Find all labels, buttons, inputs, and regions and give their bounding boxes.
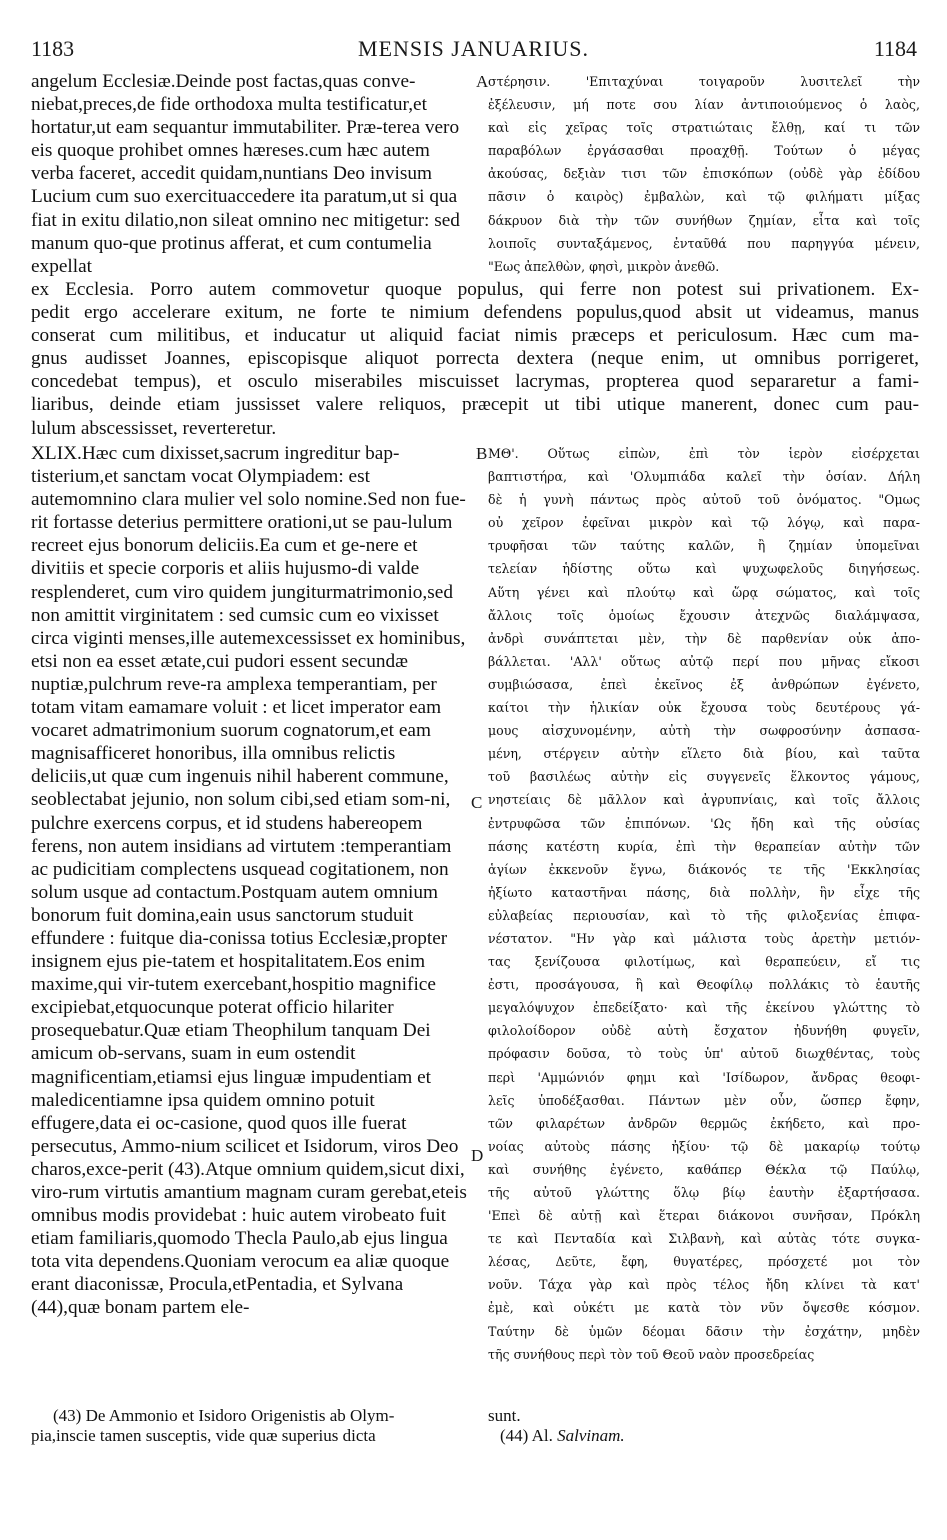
greek-line: τῆς συνήθους περὶ τὸν τοῦ Θεοῦ ναὸν προσεδρείας — [488, 1346, 815, 1362]
greek-line: ἠξίωτο καταστῆναι πάσης, διὰ πολλὴν, ἣν εἶχε τῆς — [488, 884, 920, 900]
greek-column-main — [488, 442, 920, 1366]
latin-line: perit (43).Atque omnium quidem,sicut dixi, viro- — [31, 1158, 465, 1203]
greek-line: φιλολοίδορον οὐδὲ αὐτὴ ἔσχατον ἠδυνήθη φυγεῖν, — [488, 1023, 920, 1039]
latin-line: tisterium,et sanctam vocat Olympiadem: est autem — [31, 466, 370, 511]
greek-line: καὶ συνήθης ἐγένετο, καθάπερ Θέκλα τῷ Παύλῳ, — [488, 1161, 920, 1177]
latin-line: Pentadia, et Sylvana (44),quæ bonam partem ele- — [31, 1274, 404, 1319]
latin-line: casione, quod quos ille fuerat persecutus, Ammo- — [31, 1112, 407, 1157]
greek-line: ΜΘ'. Οὕτως εἰπὼν, ἐπὶ τὸν ἱερὸν εἰσέρχεται — [488, 446, 920, 461]
greek-line: παραβόλων ἐργάσασθαι προαχθῇ. Τούτων ὁ μέγας — [488, 143, 920, 159]
greek-line: μένη, στέργειν αὐτὴν εἵλετο διὰ βίου, καὶ ταῦτα — [488, 746, 920, 762]
greek-line: πᾶσιν ὁ καιρὸς) ἐμβαλὼν, καὶ τῷ φιλήματι μίξας — [488, 189, 920, 205]
footnote-right — [488, 1406, 918, 1446]
latin-line: accedere ita paratum,ut si qua fiat in exitu dilatio, — [31, 186, 458, 231]
latin-line: matrimonio,sed non amittit virginitatem : sed cum — [31, 581, 453, 626]
latin-line: nium scilicet et Isidorum, viros Deo charos,exce- — [31, 1135, 459, 1180]
greek-line: μεγαλόψυχον ἐπεδείξατο· καὶ τῆς ἐκείνου γλώττης τὸ — [488, 1000, 920, 1016]
greek-line: λεῖς ὑποδέξασθαι. Πάντων μὲν οὖν, ὥσπερ ἔφην, — [488, 1092, 920, 1108]
greek-line: ἀνδρὶ συνάπτεται μὲν, τὴν δὲ παρθενίαν οὐκ ἀπο- — [488, 630, 920, 646]
greek-line: λέσας, Δεῦτε, ἔφη, θυγατέρες, πρόσχετέ μοι τὸν — [488, 1254, 920, 1270]
latin-line: afficeret honoribus, illa omnibus relictis deliciis, — [31, 743, 396, 788]
footnote-44 — [488, 1426, 918, 1446]
latin-line: oblectabat jejunio, non solum cibi,sed etiam som- — [47, 789, 431, 811]
greek-line: βαπτιστήρα, καὶ 'Ολυμπιάδα καλεῖ τὴν ὁσίαν. Δήλη — [488, 469, 920, 485]
greek-line: τῶν φιλαρέτων ἀνδρῶν θερμῶς ἐκήδετο, καὶ προ- — [488, 1115, 920, 1131]
greek-line: τοῦ βασιλέως αὐτὴν εἰς συγγενεῖς ἕλκοντος γάμους, — [488, 769, 920, 785]
latin-line: matrimonium suorum cognatorum,et eam magnis — [31, 720, 431, 765]
greek-column-top — [488, 70, 920, 278]
greek-line: ἐμὲ, καὶ οὐκέτι με κατὰ τὸν νῦν ὄψεσθε κόσμον. — [488, 1300, 920, 1316]
latin-line: XLIX.Hæc cum dixisset,sacrum ingreditur bap- — [31, 443, 400, 464]
latin-line: ut quæ cum ingenuis nihil haberent commune, se — [31, 766, 449, 811]
latin-line: conissa totius Ecclesiæ,propter insignem ejus pie- — [31, 927, 448, 973]
latin-full-line: concedebat tempus), et osculo miserabiles miscuisset lacrymas, propterea quod separaretur a fami- — [31, 371, 919, 393]
greek-line: τρυφῆσαι τῶν ταύτης καλῶν, ἢ ζημίαν ὑπομεῖναι — [488, 538, 920, 554]
greek-line: ἐξέλευσιν, μή ποτε σου λίαν ἀντιποιούμενος ὁ λαὸς, — [488, 97, 920, 113]
latin-column-top — [31, 70, 473, 278]
latin-line: opem ferens, non autem insidians ad virtutem : — [31, 812, 423, 857]
greek-line: νέστατον. "Ην γὰρ καὶ μάλιστα τοὺς ἀρετὴν μετιόν- — [488, 930, 920, 946]
greek-line: βάλλεται. 'Αλλ' οὕτως αὐτῷ περί που μῆνας εἴκοσι — [488, 653, 920, 669]
column-number-left: 1183 — [31, 36, 75, 61]
greek-line: δάκρυον διὰ τὴν τῶν συνήθων ζημίαν, εἶτα καὶ τοῖς — [488, 212, 920, 228]
latin-line: terea vero eis quoque prohibet omnes hæreses. — [31, 117, 460, 162]
latin-line: niebat,preces,de fide orthodoxa multa testificatur, — [31, 94, 414, 116]
greek-line: ἐντρυφῶσα τῶν ἐπιπόνων. 'Ως ἤδη καὶ τῆς οὐσίας — [488, 815, 920, 831]
latin-line: Postquam autem omnium bonorum fuit domina,ea — [31, 881, 439, 926]
greek-line: Αὕτη γένει καὶ πλούτῳ καὶ ὥρᾳ σώματος, καὶ τοῖς — [488, 584, 920, 600]
latin-full-line: liaribus, deinde etiam jussisset valere reliquos, præcepit ut tibi utique manerent, donec cum pau- — [31, 394, 919, 416]
latin-line: beato fuit etiam familiaris,quomodo Thecla Paulo, — [31, 1205, 447, 1250]
greek-line: ἐστι, προσάγουσα, ἢ καὶ Θεοφίλῳ πολλάκις τὸ ἑαυτῆς — [488, 977, 920, 993]
greek-line: πάσης κατέστη κυρία, ἐπὶ τὴν θεραπείαν αὐτὴν τῶν — [488, 838, 920, 854]
latin-column-main — [31, 442, 473, 1320]
latin-line: etiamsi ejus linguæ impudentiam et maledicentiam — [31, 1066, 432, 1111]
greek-line: "Εως ἀπελθὼν, φησὶ, μικρὸν ἀνεθῶ. — [488, 258, 720, 274]
latin-line: nuntians Deo invisum Lucium cum suo exercitu — [31, 163, 433, 208]
latin-line: eis omnibus modis providebat : huic autem viro — [31, 1182, 467, 1227]
margin-marker-d: D — [471, 1146, 484, 1165]
footnote-44-prefix: (44) Al. — [500, 1426, 553, 1445]
latin-line: non sileat omnino nec mitigetur: sed manum quo- — [31, 209, 460, 254]
latin-line: tatem et hospitalitatem.Eos enim maxime,qui vir- — [31, 951, 426, 996]
greek-line: οὐ χεῖρον ἐφεῖναι μικρὸν καὶ τῷ λόγῳ, καὶ παρα- — [488, 515, 920, 531]
latin-line: quocunque poterat officio hilariter prosequebatur. — [31, 997, 394, 1042]
latin-line: angelum Ecclesiæ.Deinde post factas,quas conve- — [31, 71, 416, 92]
latin-full-line: gnus audisset Joannes, episcopisque aliquot porrecta dextera (neque enim, ut omnibus porrigeret, — [31, 348, 919, 370]
greek-line: τῆς αὐτοῦ γλώττης ὅλῳ βίῳ ἑαυτὴν ἐξαρτήσασα. — [488, 1185, 920, 1200]
greek-line: συμβιώσασα, ἐπεὶ ἐκεῖνος ἐξ ἀνθρώπων ἐγένετο, — [488, 676, 920, 692]
greek-line: τελείαν ἡδίστης οὕτω καὶ ψυχωφελοῦς διηγήσεως. — [488, 561, 920, 577]
footnote-left-line: (43) De Ammonio et Isidoro Origenistis ab Olym- — [53, 1406, 395, 1425]
latin-line: ra amplexa temperantiam, per totam vitam eam — [31, 673, 437, 719]
latin-line: cum hæc autem verba faceret, accedit quidam, — [31, 140, 430, 185]
margin-marker-b: B — [476, 444, 488, 463]
greek-line: Ταύτην δὲ ὑμῶν δέομαι δᾶσιν τὴν ἐσχάτην, μηδὲν — [488, 1323, 920, 1339]
greek-line: νοίας αὐτοὺς πάσης ἠξίου· τῷ δὲ μακαρίῳ τούτῳ — [488, 1138, 920, 1154]
latin-line: que protinus afferat, et cum contumelia expellat — [31, 232, 432, 277]
latin-line: ne ipsa quidem omnino potuit effugere,data ei oc- — [31, 1089, 375, 1134]
latin-line: nere et divitiis et specie corporis et aliis hujusmo- — [31, 535, 418, 580]
latin-line: lulum recreet ejus bonorum deliciis.Ea cum et ge- — [31, 512, 453, 557]
running-title: MENSIS JANUARIUS. — [358, 36, 589, 61]
greek-line: τας ξενίζουσα φιλοτίμως, καὶ θεραπεύειν, εἴ τις — [488, 954, 920, 970]
greek-line: στέρησιν. 'Επιταχύναι τοιγαροῦν λυσιτελεῖ τὴν — [488, 74, 920, 89]
latin-line: temperantiam ac pudicitiam complectens usque — [31, 835, 452, 880]
latin-full-width-paragraph — [31, 278, 919, 440]
latin-line: omnino clara mulier vel solo nomine.Sed non fue- — [78, 489, 466, 511]
greek-line: περὶ 'Αμμώνιόν φημι καὶ 'Ισίδωρον, ἄνδρας θεοφι- — [488, 1069, 920, 1085]
greek-line: τε καὶ Πενταδία καὶ Σιλβανὴ, καὶ αὐτὰς τότε συγκα- — [488, 1231, 920, 1247]
latin-full-line: ex Ecclesia. Porro autem commovetur quoque populus, qui ferre non potest sui privationem. Ex- — [31, 279, 919, 300]
column-number-right: 1184 — [873, 36, 917, 61]
greek-line: μους αἰσχυνομένην, αὐτὴ τὴν σωφροσύνην ἀσπασα- — [488, 723, 920, 739]
latin-line: excessisset ex hominibus, etsi non ea esset ætate, — [31, 627, 466, 672]
latin-full-line: pedit ergo accelerare exitum, ne forte te nimium defendens populus,quod absit ut videamus, manus — [31, 302, 919, 324]
latin-line: tutem exercebant,hospitio magnifice excipiebat,et — [31, 974, 436, 1019]
greek-line: νηστείαις δὲ μᾶλλον καὶ ἀγρυπνίαις, καὶ τοῖς ἄλλοις — [488, 792, 920, 808]
latin-line: cui pudori essent secundæ nuptiæ,pulchrum reve- — [31, 650, 408, 695]
latin-line: sic cum eo vixisset circa viginti menses,ille autem — [31, 604, 439, 649]
latin-line: servans, suam in eum ostendit magnificentiam, — [31, 1043, 356, 1088]
greek-line: νοῦν. Τάχα γὰρ καὶ πρὸς τέλος ἤδη κλίνει τὰ κατ' — [488, 1277, 920, 1293]
greek-line: λοιποῖς συνταξάμενος, ἐνταῦθά που παρηγγύα μένειν, — [488, 235, 920, 251]
greek-line: καὶ εἰς χεῖρας τοῖς στρατιώταις ἔλθῃ, καί τι τῶν — [488, 120, 920, 136]
latin-line: amare voluit : et licet imperator eam vocaret ad — [31, 697, 442, 742]
latin-line: rum virtutis amantium magnam curam gerebat,et — [68, 1182, 446, 1203]
latin-line: et hortatur,ut eam sequantur immutabiliter. Præ- — [31, 94, 427, 139]
greek-line: ἄλλοις τοῖς ὁμοίως ἔχουσιν ἀτεχνῶς διαλάμψασα, — [488, 607, 920, 623]
footnote-continuation: sunt. — [488, 1406, 521, 1425]
margin-marker-c: C — [471, 793, 483, 812]
latin-line: ad cogitationem, non solum usque ad contactum. — [31, 858, 449, 903]
footnote-left — [31, 1406, 471, 1446]
latin-line: rit fortasse deterius permittere orationi,ut se pau- — [31, 512, 408, 534]
latin-line: di valde resplenderet, cum viro quidem jungitur — [31, 558, 420, 603]
latin-full-line: lulum abscessisset, reverteretur. — [31, 417, 277, 439]
latin-line: in usus sanctorum studuit effundere : fuitque dia- — [31, 904, 414, 949]
greek-line: ἁγίων ἐκκενοῦν ἔγνω, διάκονός τε τῆς 'Εκκλησίας — [488, 861, 920, 877]
latin-line: cum ea aliæ quoque erant diaconissæ, Procula,et — [31, 1251, 450, 1296]
greek-line: καίτοι τὴν ἡλικίαν οὐκ ἔχουσα τοὺς δευτέρους γά- — [488, 700, 920, 716]
latin-full-line: conserat cum militibus, et inducatur ut aliquid faciat nimis præceps et periculosum. Hæc cum ma- — [31, 325, 919, 347]
footnote-44-variant: Salvinam. — [557, 1426, 625, 1445]
greek-line: δὲ ἡ γυνὴ πάντως πρὸς αὐτοῦ τοῦ ὀνόματος. "Ομως — [488, 492, 920, 508]
latin-line: ni, pulchre exercens corpus, et id studens habere — [31, 789, 451, 834]
greek-line: 'Επεὶ δὲ αὐτῇ καὶ ἕτεραι διάκονοι συνῆσαν, Πρόκλη — [488, 1208, 920, 1224]
greek-line: ἀκούσας, δεξιὰν τισι τῶν ἐπισκόπων (οὐδὲ γὰρ ἐδίδου — [488, 166, 920, 182]
footnote-left-line: pia,inscie tamen susceptis, vide quæ superius dicta — [31, 1426, 376, 1445]
latin-line: Quæ etiam Theophilum tanquam Dei amicum ob- — [31, 1020, 431, 1065]
greek-line: πρόφασιν δοῦσα, τὸ τοὺς ὑπ' αὐτοῦ διωχθέντας, τοὺς — [488, 1046, 920, 1062]
margin-marker-a: A — [476, 72, 489, 91]
latin-line: ab ejus lingua tota vita dependens.Quoniam vero — [31, 1228, 448, 1273]
greek-line: εὐλαβείας περιουσίαν, καὶ τὸ τῆς φιλοξενίας ἐπιφα- — [488, 907, 920, 923]
